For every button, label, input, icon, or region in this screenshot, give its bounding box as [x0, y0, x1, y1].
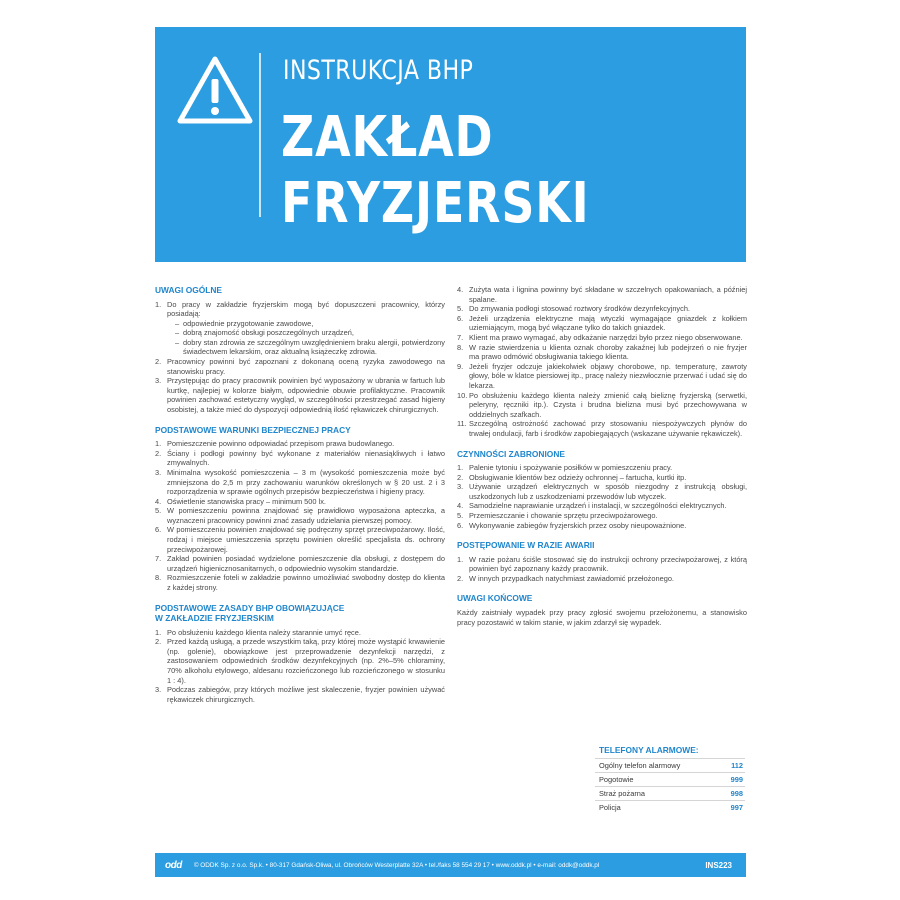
item-number: 3. — [155, 467, 162, 477]
item-text: Przystępując do pracy pracownik powinien być wyposażony w ubrania w fartuch lub kurtkę, najlepiej w kolorze białym, odpowiednie obuwie profilaktyczne. Pracownik powinien zachować estetyczny wygląd, w szczególności przestrzegać zasad higieny osobistej, a także mieć do dyspozycji odpowiednią ilość rękawiczek chirurgicznych. — [167, 376, 445, 415]
header-banner — [155, 27, 746, 262]
phone-row — [595, 772, 745, 786]
section-heading-line-1: PODSTAWOWE ZASADY BHP OBOWIĄZUJĄCE — [155, 602, 345, 613]
list-item — [457, 521, 747, 531]
section-heading: UWAGI KOŃCOWE — [457, 593, 533, 604]
item-text: Przemieszczanie i chowanie sprzętu przeciwpożarowego. — [469, 510, 658, 520]
item-text: W razie pożaru ściśle stosować się do instrukcji ochrony przeciwpożarowej, z którą powinien być zapoznany każdy pracownik. — [469, 554, 747, 574]
item-text: Samodzielne naprawianie urządzeń i instalacji, w szczególności elektrycznych. — [469, 501, 727, 511]
item-number: 1. — [155, 439, 162, 449]
phone-row — [595, 758, 745, 772]
item-number: 9. — [457, 361, 464, 371]
list-forbidden — [457, 463, 747, 530]
list-item — [155, 300, 445, 358]
phone-row — [595, 786, 745, 800]
item-number: 8. — [155, 573, 162, 583]
phone-label: Pogotowie — [599, 775, 634, 784]
list-item — [155, 376, 445, 414]
item-text: Wykonywanie zabiegów fryzjerskich przez osoby nieupoważnione. — [469, 520, 687, 530]
item-number: 1. — [155, 299, 162, 309]
list-item — [155, 554, 445, 573]
item-text: W innych przypadkach natychmiast zawiadomić przełożonego. — [469, 573, 674, 583]
item-text: W razie stwierdzenia u klienta oznak choroby zakaźnej lub podejrzeń o nie fryzjer ma prawo odmówić obsługiwania takiego klienta. — [469, 342, 747, 362]
phone-number: 999 — [730, 775, 743, 784]
sub-list-item: – dobrą znajomość obsługi poszczególnych urządzeń, — [175, 328, 445, 338]
item-number: 6. — [155, 525, 162, 535]
item-text: Jeżeli urządzenia elektryczne mają wtyczki wymagające gniazdek z kołkiem uziemiającym, mogą być włączane tylko do takich gniazdek. — [469, 313, 747, 333]
section-rules — [155, 603, 445, 705]
sub-list-item: – odpowiednie przygotowanie zawodowe, — [175, 319, 445, 329]
list-item — [457, 463, 747, 473]
section-heading-line-2: W ZAKŁADZIE FRYZJERSKIM — [155, 613, 274, 624]
item-number: 2. — [155, 637, 162, 647]
section-heading: PODSTAWOWE WARUNKI BEZPIECZNEJ PRACY — [155, 424, 351, 435]
phone-number: 997 — [730, 803, 743, 812]
item-text: Oświetlenie stanowiska pracy – minimum 500 lx. — [167, 496, 326, 506]
publisher-contact: © ODDK Sp. z o.o. Sp.k. • 80-317 Gdańsk-Oliwa, ul. Obrońców Westerplatte 32A • tel./faks 58 554 29 17 • www.oddk.pl • e-mail: oddk@oddk.pl — [193, 861, 600, 869]
item-text: Pomieszczenie powinno odpowiadać przepisom prawa budowlanego. — [167, 439, 395, 449]
item-text: Obsługiwanie klientów bez odzieży ochronnej – fartucha, kurtki itp. — [469, 472, 687, 482]
list-rules-continued — [457, 285, 747, 439]
list-rules — [155, 628, 445, 705]
item-text: Zużyta wata i lignina powinny być składane w szczelnych opakowaniach, a później spalane. — [469, 285, 747, 304]
list-item — [155, 685, 445, 704]
section-final — [457, 593, 747, 627]
item-text: Podczas zabiegów, przy których możliwe jest skaleczenie, fryzjer powinien używać rękawiczek chirurgicznych. — [167, 685, 445, 704]
header-divider — [259, 53, 261, 217]
item-number: 1. — [155, 627, 162, 637]
item-number: 1. — [457, 463, 464, 472]
phone-list — [595, 758, 745, 814]
list-item — [155, 637, 445, 685]
list-emergency — [457, 555, 747, 584]
sub-list-item: – dobry stan zdrowia ze szczególnym uwzględnieniem braku alergii, potwierdzony świadectwem lekarskim, oraz aktualną książeczkę zdrowia. — [175, 338, 445, 357]
list-item — [457, 285, 747, 304]
list-item — [457, 343, 747, 362]
item-text: Po obsłużeniu każdego klienta należy zmienić całą bieliznę fryzjerską (serwetki, peleryny, ręczniki itp.). Czysta i brudna bielizna musi być przechowywana w oddzielnych szafkach. — [469, 390, 747, 419]
final-remarks-text: Każdy zaistniały wypadek przy pracy zgłosić swojemu przełożonemu, a stanowisko pracy pozostawić w takim stanie, w jakim zdarzył się wypadek. — [457, 607, 747, 627]
item-number: 3. — [155, 376, 162, 386]
list-item — [457, 482, 747, 501]
list-item — [457, 333, 747, 343]
item-text: Pracownicy powinni być zapoznani z dokonaną oceną ryzyka zawodowego na stanowisku pracy. — [167, 357, 445, 376]
list-item — [457, 314, 747, 333]
list-item — [155, 449, 445, 468]
phone-row — [595, 800, 745, 814]
right-column — [457, 285, 747, 637]
list-item — [155, 468, 445, 497]
item-number: 11. — [457, 419, 467, 429]
list-item — [155, 573, 445, 592]
item-text: W pomieszczeniu powinien znajdować się podręczny sprzęt przeciwpożarowy. Ilość, rodzaj i miejsce umieszczenia sprzętu powinien określić specjalista ds. ochrony przeciwpożarowej. — [167, 525, 445, 554]
list-item — [457, 473, 747, 483]
document-kicker: INSTRUKCJA BHP — [283, 55, 474, 86]
item-number: 2. — [457, 573, 464, 583]
emergency-phones — [595, 745, 745, 814]
item-number: 2. — [155, 357, 162, 367]
item-number: 2. — [457, 472, 464, 482]
phones-heading: TELEFONY ALARMOWE: — [599, 745, 699, 755]
item-number: 4. — [457, 285, 464, 294]
item-text: Palenie tytoniu i spożywanie posiłków w pomieszczeniu pracy. — [469, 463, 673, 472]
instruction-sheet — [155, 27, 746, 879]
list-item — [155, 506, 445, 525]
item-text: Ściany i podłogi powinny być wykonane z materiałów nienasiąkliwych i łatwo zmywalnych. — [167, 448, 445, 468]
section-conditions — [155, 425, 445, 593]
item-number: 3. — [457, 482, 464, 492]
phone-label: Straż pożarna — [599, 789, 646, 798]
list-item — [457, 555, 747, 574]
left-column — [155, 285, 445, 714]
item-number: 8. — [457, 342, 464, 352]
item-number: 10. — [457, 390, 468, 400]
item-number: 6. — [457, 520, 464, 530]
item-text: W pomieszczeniu powinna znajdować się prawidłowo wyposażona apteczka, a wyznaczeni pracownicy powinni znać zasady udzielania pierwszej pomocy. — [167, 506, 445, 525]
item-number: 6. — [457, 313, 464, 323]
item-number: 4. — [457, 501, 464, 511]
item-text: Do pracy w zakładzie fryzjerskim mogą być dopuszczeni pracownicy, którzy posiadają: — [167, 299, 445, 319]
item-number: 5. — [155, 506, 162, 516]
phone-label: Policja — [599, 803, 621, 812]
list-item — [457, 391, 747, 420]
list-item — [457, 501, 747, 511]
list-item — [155, 497, 445, 507]
title-line-2: FRYZJERSKI — [281, 171, 590, 236]
publisher-logo: odd — [165, 859, 182, 871]
phone-label: Ogólny telefon alarmowy — [599, 761, 681, 770]
list-item — [457, 362, 747, 391]
section-rules-continued — [457, 285, 747, 439]
list-item — [457, 511, 747, 521]
list-general — [155, 300, 445, 415]
sub-list — [167, 319, 445, 357]
warning-triangle-icon — [177, 55, 253, 125]
item-text: Jeżeli fryzjer odczuje jakiekolwiek objawy chorobowe, np. temperaturę, zawroty głowy, bóle w klatce piersiowej itp., pracę należy niezwłocznie przerwać i udać się do lekarza. — [469, 361, 747, 390]
item-number: 7. — [155, 554, 162, 564]
item-number: 5. — [457, 304, 464, 314]
list-item — [155, 357, 445, 376]
section-heading: POSTĘPOWANIE W RAZIE AWARII — [457, 540, 595, 551]
section-emergency — [457, 540, 747, 583]
document-code: INS223 — [705, 860, 732, 870]
section-heading: CZYNNOŚCI ZABRONIONE — [457, 448, 565, 459]
item-text: Używanie urządzeń elektrycznych w sposób niezgodny z instrukcją obsługi, uszkodzonych lub z uszkodzeniami przewodów lub wtyczek. — [469, 482, 747, 501]
phone-number: 112 — [731, 761, 743, 770]
item-number: 4. — [155, 496, 162, 506]
document-title — [281, 105, 590, 237]
item-text: Po obsłużeniu każdego klienta należy starannie umyć ręce. — [167, 627, 361, 637]
item-number: 3. — [155, 685, 162, 695]
item-text: Rozmieszczenie foteli w zakładzie powinno umożliwiać swobodny dostęp do klienta z każdej strony. — [167, 573, 445, 593]
list-item — [457, 419, 747, 438]
item-text: Szczególną ostrożność zachować przy stosowaniu niespożywczych płynów do trwałej ondulacji, farb i środków zapobiegających (wskazane używanie rękawiczek). — [469, 419, 747, 438]
item-text: Przed każdą usługą, a przede wszystkim taką, przy której może wystąpić krwawienie (np. golenie), obowiązkowe jest przeprowadzenie dezynfekcji narzędzi, z zastosowaniem odpowiednich środków dezynfekcyjnych (np. 2%–5% chloraminy, 70% alkoholu etylowego, aldesanu rozcieńczonego lub rozcieńczonego w stosunku 1 : 4). — [167, 637, 445, 685]
item-number: 7. — [457, 332, 464, 342]
item-number: 1. — [457, 554, 464, 564]
footer-bar — [155, 853, 746, 877]
section-forbidden — [457, 449, 747, 531]
item-text: Minimalna wysokość pomieszczenia – 3 m (wysokość pomieszczenia może być zmniejszona do 2,5 m przy zachowaniu warunków określonych w § 20 ust. 2 i 3 rozporządzenia w sprawie ogólnych przepisów bezpieczeństwa i higieny pracy. — [167, 467, 445, 497]
section-general — [155, 285, 445, 415]
phone-number: 998 — [730, 789, 743, 798]
list-item — [457, 304, 747, 314]
list-item — [155, 525, 445, 554]
title-line-1: ZAKŁAD — [281, 105, 494, 170]
item-text: Do zmywania podłogi stosować roztwory środków dezynfekcyjnych. — [469, 304, 690, 314]
section-heading: UWAGI OGÓLNE — [155, 285, 222, 295]
list-item — [155, 439, 445, 449]
item-text: Zakład powinien posiadać wydzielone pomieszczenie dla obsługi, z dostępem do urządzeń higienicznosanitarnych, o odpowiednio wysokim standardzie. — [167, 554, 445, 573]
item-text: Klient ma prawo wymagać, aby odkażanie narzędzi było przez niego obserwowane. — [469, 332, 743, 342]
list-conditions — [155, 439, 445, 593]
item-number: 2. — [155, 448, 162, 458]
list-item — [155, 628, 445, 638]
section-heading — [155, 603, 445, 624]
item-number: 5. — [457, 510, 464, 520]
list-item — [457, 574, 747, 584]
